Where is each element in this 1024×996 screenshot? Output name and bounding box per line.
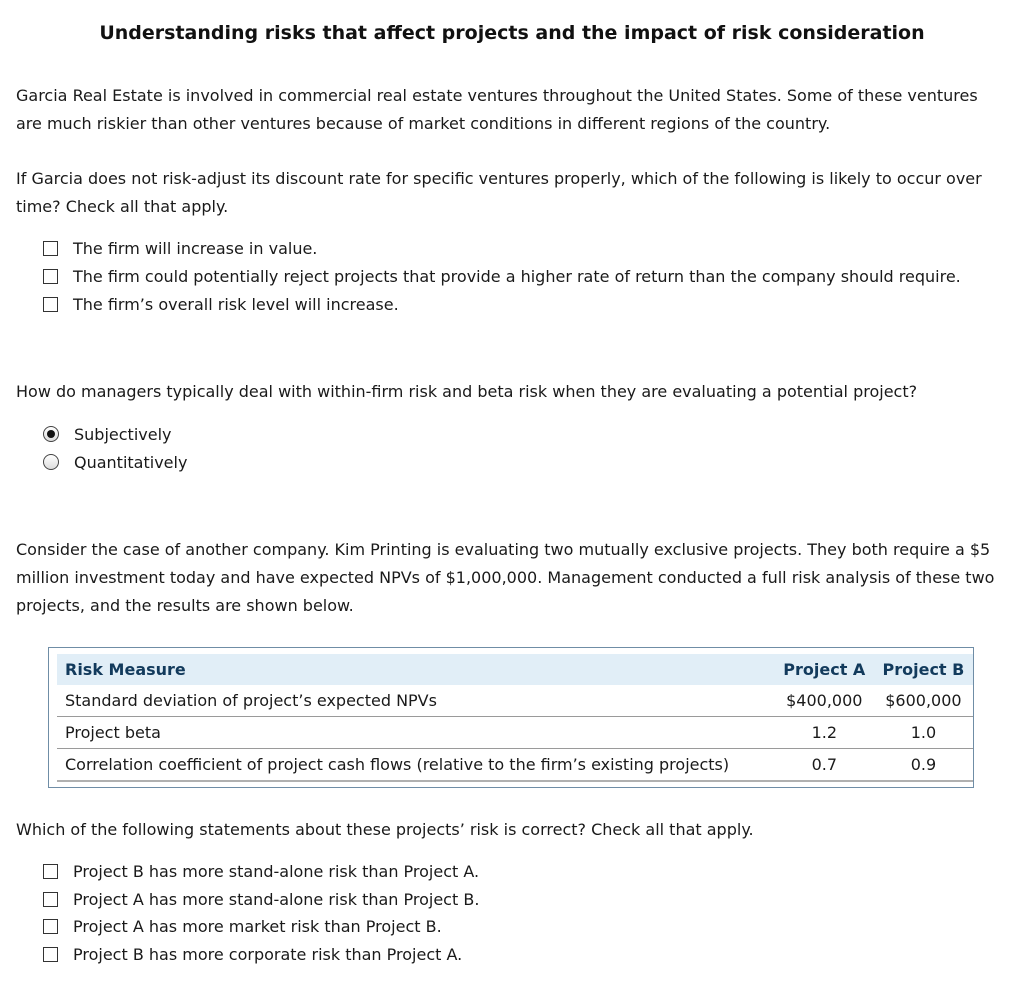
table-row <box>57 717 973 749</box>
project-a-value: 1.2 <box>775 717 874 749</box>
header-project-b: Project B <box>882 660 965 679</box>
q3-option-2[interactable] <box>43 889 479 909</box>
table-row <box>57 749 973 782</box>
row-label: Project beta <box>57 717 775 749</box>
option-label: The firm will increase in value. <box>73 238 318 258</box>
project-b-value: 0.9 <box>874 749 973 782</box>
q2-option-quantitatively[interactable] <box>43 452 187 472</box>
checkbox[interactable] <box>43 241 58 256</box>
option-label: Project A has more market risk than Project B. <box>73 916 442 936</box>
risk-table-container <box>48 647 974 788</box>
project-b-value: 1.0 <box>874 717 973 749</box>
project-a-value: $400,000 <box>775 685 874 717</box>
row-label: Correlation coefficient of project cash flows (relative to the firm’s existing projects) <box>57 749 775 782</box>
option-label: Project B has more stand-alone risk than Project A. <box>73 861 480 881</box>
radio-button[interactable] <box>43 454 59 470</box>
q3-option-1[interactable] <box>43 861 479 881</box>
option-label: The firm’s overall risk level will increase. <box>73 294 399 314</box>
q1-option-1[interactable] <box>43 238 317 258</box>
checkbox[interactable] <box>43 892 58 907</box>
row-label: Standard deviation of project’s expected NPVs <box>57 685 775 717</box>
option-label: Project A has more stand-alone risk than Project B. <box>73 889 480 909</box>
intro-paragraph: Garcia Real Estate is involved in commercial real estate ventures throughout the United States. Some of these ventures are much riskier than other ventures because of market conditions in different regions of the country. <box>16 86 978 133</box>
question-3-prompt: Which of the following statements about these projects’ risk is correct? Check all that apply. <box>16 820 754 839</box>
checkbox[interactable] <box>43 919 58 934</box>
q2-option-subjectively[interactable] <box>43 424 171 444</box>
question-1-prompt: If Garcia does not risk-adjust its discount rate for specific ventures properly, which of the following is likely to occur over time? Check all that apply. <box>16 169 982 216</box>
case-paragraph: Consider the case of another company. Kim Printing is evaluating two mutually exclusive projects. They both require a $5 million investment today and have expected NPVs of $1,000,000. Management conducted a full risk analysis of these two projects, and the results are shown below. <box>16 540 995 615</box>
header-project-a: Project A <box>783 660 866 679</box>
risk-table <box>57 654 973 782</box>
checkbox[interactable] <box>43 947 58 962</box>
q3-option-3[interactable] <box>43 916 442 936</box>
q3-option-4[interactable] <box>43 944 462 964</box>
page-title: Understanding risks that affect projects and the impact of risk consideration <box>99 22 925 44</box>
table-header-row <box>57 654 973 685</box>
option-label: Project B has more corporate risk than Project A. <box>73 944 463 964</box>
option-label: Quantitatively <box>74 452 188 472</box>
q1-option-3[interactable] <box>43 294 399 314</box>
radio-button-selected[interactable] <box>43 426 59 442</box>
project-b-value: $600,000 <box>874 685 973 717</box>
checkbox[interactable] <box>43 297 58 312</box>
option-label: Subjectively <box>74 424 172 444</box>
option-label: The firm could potentially reject projects that provide a higher rate of return than the company should require. <box>73 266 961 286</box>
checkbox[interactable] <box>43 864 58 879</box>
q1-option-2[interactable] <box>43 266 961 286</box>
project-a-value: 0.7 <box>775 749 874 782</box>
table-row <box>57 685 973 717</box>
checkbox[interactable] <box>43 269 58 284</box>
header-risk-measure: Risk Measure <box>65 660 186 679</box>
question-2-prompt: How do managers typically deal with within-firm risk and beta risk when they are evaluating a potential project? <box>16 382 918 401</box>
